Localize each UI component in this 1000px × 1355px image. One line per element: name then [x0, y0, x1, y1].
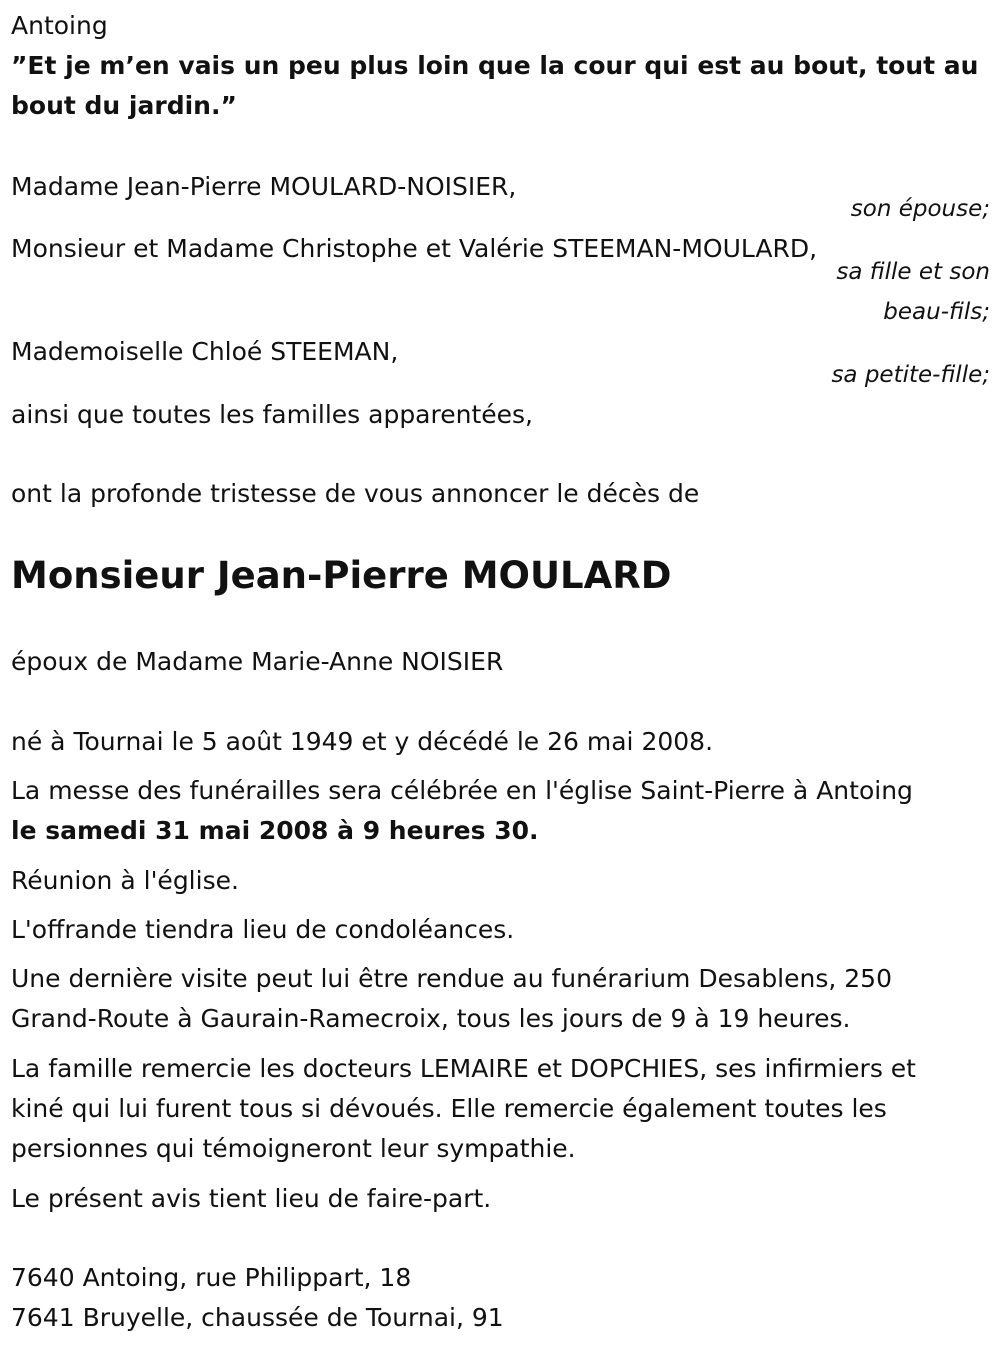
birth-death-line: né à Tournai le 5 août 1949 et y décédé le 26 mai 2008. [11, 727, 714, 756]
address-1: 7640 Antoing, rue Philippart, 18 [11, 1263, 412, 1292]
quote-line-1: ”Et je m’en vais un peu plus loin que la cour qui est au bout, tout au [11, 51, 979, 80]
deceased-name: Monsieur Jean-Pierre MOULARD [11, 554, 672, 597]
visit-line-2: Grand-Route à Gaurain-Ramecroix, tous les jours de 9 à 19 heures. [11, 1004, 851, 1033]
visit-line-1: Une dernière visite peut lui être rendue au funérarium Desablens, 250 [11, 964, 892, 993]
relatives-line: ainsi que toutes les familles apparentées, [11, 400, 533, 429]
quote-line-2: bout du jardin.” [11, 91, 237, 120]
family-relation-wife: son épouse; [850, 196, 990, 222]
family-relation-daughter-line-2: beau-fils; [883, 299, 990, 325]
notice-line: Le présent avis tient lieu de faire-part. [11, 1184, 492, 1213]
funeral-line-2: le samedi 31 mai 2008 à 9 heures 30. [11, 816, 539, 845]
spouse-line: époux de Madame Marie-Anne NOISIER [11, 647, 504, 676]
meeting-line: Réunion à l'église. [11, 866, 239, 895]
thanks-line-2: kiné qui lui furent tous si dévoués. Elle remercie également toutes les [11, 1094, 887, 1123]
family-member-daughter: Monsieur et Madame Christophe et Valérie STEEMAN-MOULARD, [11, 234, 818, 263]
offering-line: L'offrande tiendra lieu de condoléances. [11, 915, 515, 944]
announcement: ont la profonde tristesse de vous annoncer le décès de [11, 479, 700, 508]
funeral-line-1: La messe des funérailles sera célébrée en l'église Saint-Pierre à Antoing [11, 776, 913, 805]
family-relation-granddaughter: sa petite-fille; [831, 362, 990, 388]
thanks-line-1: La famille remercie les docteurs LEMAIRE et DOPCHIES, ses infirmiers et [11, 1054, 916, 1083]
family-member-wife: Madame Jean-Pierre MOULARD-NOISIER, [11, 172, 517, 201]
address-2: 7641 Bruyelle, chaussée de Tournai, 91 [11, 1303, 504, 1332]
family-relation-daughter-line-1: sa fille et son [836, 259, 990, 285]
town-name: Antoing [11, 11, 108, 40]
family-member-granddaughter: Mademoiselle Chloé STEEMAN, [11, 337, 399, 366]
thanks-line-3: persionnes qui témoigneront leur sympathie. [11, 1134, 576, 1163]
